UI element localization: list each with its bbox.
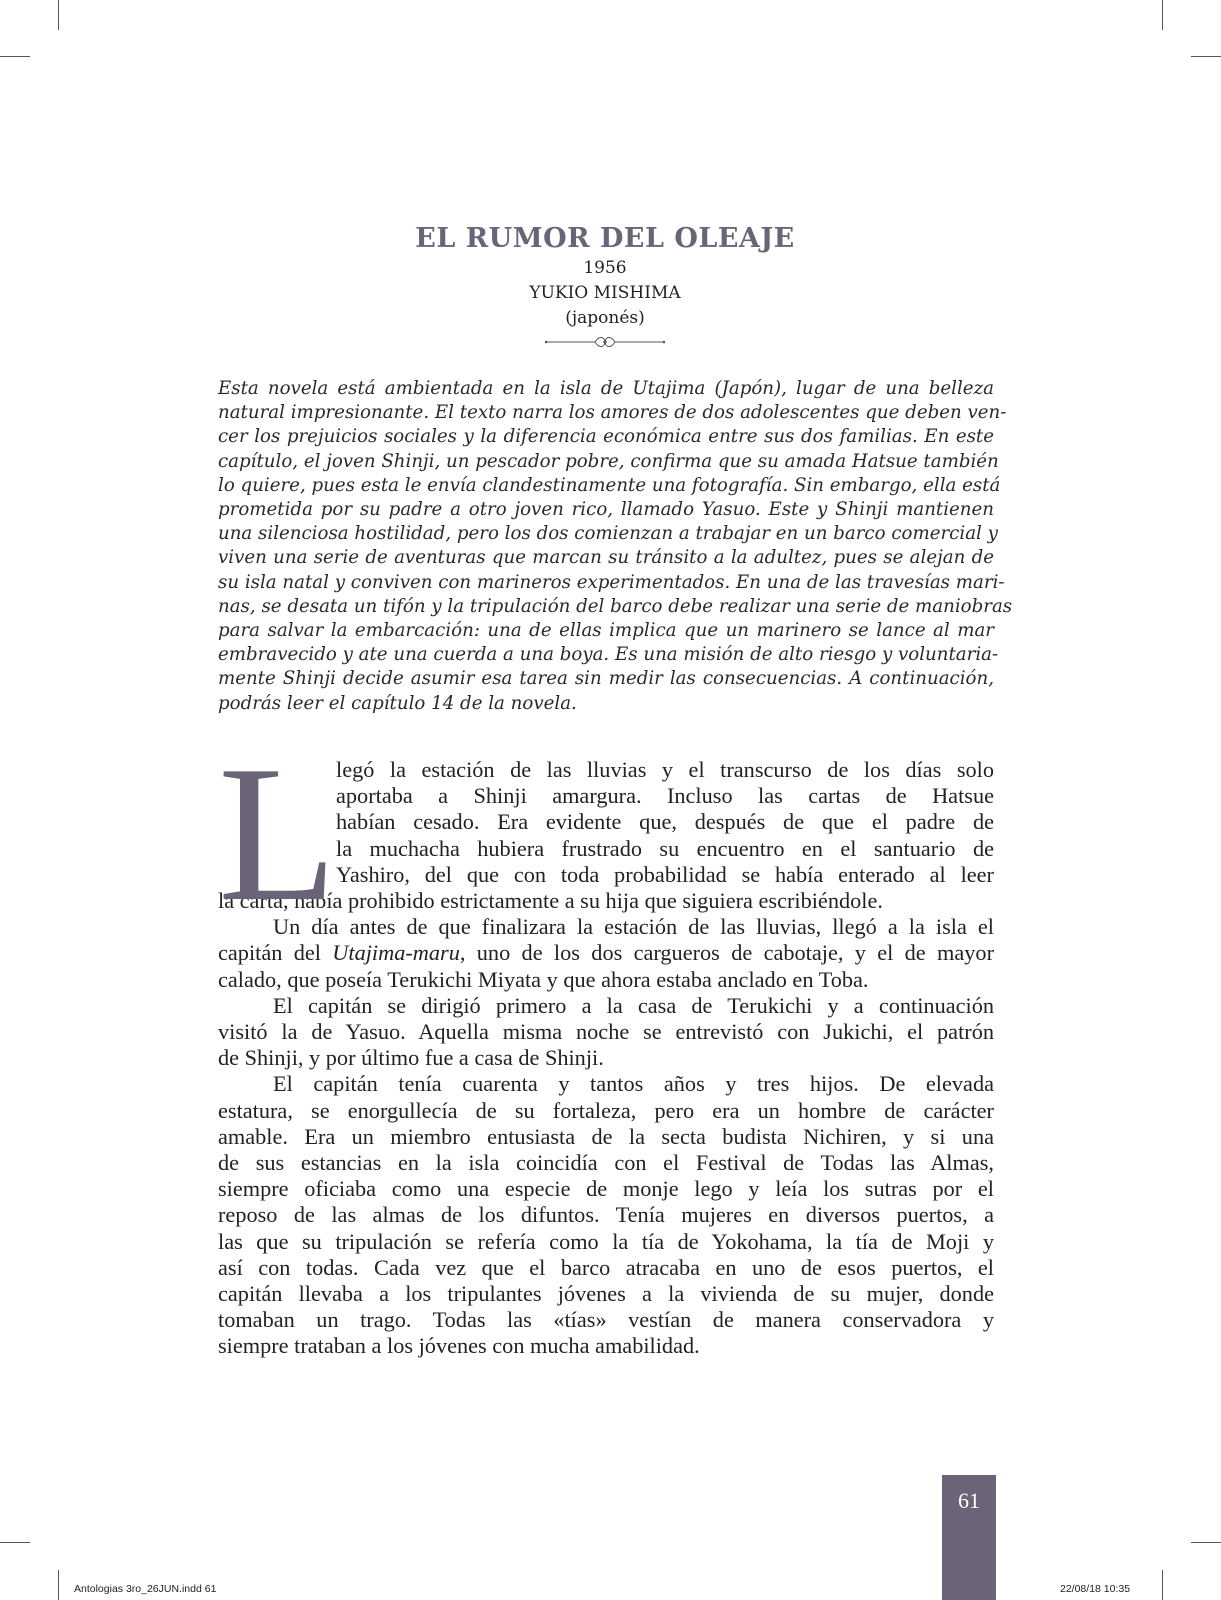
body-line: siempre oficiaba como una especie de monje lego y leía los sutras por el: [218, 1176, 994, 1202]
chapter-body: [218, 726, 994, 1360]
crop-mark: [58, 1570, 59, 1600]
intro-paragraph: [218, 377, 1013, 716]
original-language: (japonés): [565, 308, 645, 328]
intro-line: viven una serie de aventuras que marcan su tránsito a la adultez, pues se alejan de: [218, 547, 994, 569]
body-line: siempre trataban a los jóvenes con mucha amabilidad.: [218, 1333, 700, 1359]
crop-mark: [58, 0, 59, 30]
body-line: Un día antes de que finalizara la estación de las lluvias, llegó a la isla el: [273, 914, 994, 940]
slug-datetime: 22/08/18 10:35: [1060, 1583, 1131, 1595]
body-text: , uno de los dos cargueros de cabotaje, y el de mayor: [459, 940, 994, 966]
page-number: 61: [958, 1488, 980, 1513]
intro-line: nas, se desata un tifón y la tripulación del barco debe realizar una serie de maniobras: [218, 595, 1013, 617]
body-line: la carta, había prohibido estrictamente a su hija que siguiera escribiéndole.: [218, 888, 883, 914]
intro-line: capítulo, el joven Shinji, un pescador pobre, confirma que su amada Hatsue también: [218, 450, 999, 472]
header: [0, 222, 1210, 349]
intro-line: embravecido y ate una cuerda a una boya. Es una misión de alto riesgo y voluntaria-: [218, 644, 999, 666]
body-text: capitán del: [218, 940, 333, 966]
crop-mark: [0, 56, 30, 57]
body-line: calado, que poseía Terukichi Miyata y que ahora estaba anclado en Toba.: [218, 966, 869, 992]
body-line: tomaban un trago. Todas las «tías» vestían de manera conservadora y: [218, 1307, 994, 1333]
intro-line: natural impresionante. El texto narra los amores de dos adolescentes que deben ven-: [218, 402, 1007, 424]
body-line: la muchacha hubiera frustrado su encuentro en el santuario de: [336, 835, 994, 861]
intro-line: lo quiere, pues esta le envía clandestinamente una fotografía. Sin embargo, ella está: [218, 474, 1001, 496]
slug-filename: Antologias 3ro_26JUN.indd 61: [74, 1583, 217, 1595]
crop-mark: [1162, 0, 1163, 30]
body-line: las que su tripulación se refería como la tía de Yokohama, la tía de Moji y: [218, 1228, 994, 1254]
intro-line: su isla natal y conviven con marineros experimentados. En una de las travesías mari-: [218, 571, 1005, 593]
body-line: estatura, se enorgullecía de su fortaleza, pero era un hombre de carácter: [218, 1097, 994, 1123]
body-line: [218, 940, 994, 966]
body-line: de Shinji, y por último fue a casa de Shinji.: [218, 1045, 604, 1071]
body-line: reposo de las almas de los difuntos. Tenía mujeres en diversos puertos, a: [218, 1202, 994, 1228]
intro-line: para salvar la embarcación: una de ellas implica que un marinero se lance al mar: [218, 620, 994, 642]
intro-line: cer los prejuicios sociales y la diferencia económica entre sus dos familias. En este: [218, 426, 994, 448]
crop-mark: [0, 1542, 30, 1543]
author-name: YUKIO MISHIMA: [529, 283, 681, 303]
drop-cap: L: [218, 726, 338, 942]
body-line: habían cesado. Era evidente que, después de que el padre de: [336, 809, 994, 835]
body-line: El capitán se dirigió primero a la casa de Terukichi y a continuación: [273, 992, 994, 1018]
intro-line: prometida por su padre a otro joven rico, llamado Yasuo. Este y Shinji mantienen: [218, 499, 994, 521]
crop-mark: [1162, 1570, 1163, 1600]
body-line: aportaba a Shinji amargura. Incluso las cartas de Hatsue: [336, 783, 994, 809]
intro-line: Esta novela está ambientada en la isla de Utajima (Japón), lugar de una belleza: [218, 378, 994, 399]
body-line: visitó la de Yasuo. Aquella misma noche se entrevistó con Jukichi, el patrón: [218, 1019, 994, 1045]
publication-year: 1956: [583, 258, 627, 278]
intro-line: podrás leer el capítulo 14 de la novela.: [218, 692, 577, 714]
intro-line: una silenciosa hostilidad, pero los dos comienzan a trabajar en un barco comercial y: [218, 523, 998, 545]
ship-name: Utajima-maru: [332, 940, 460, 966]
crop-mark: [1191, 1542, 1221, 1543]
page-title: EL RUMOR DEL OLEAJE: [415, 223, 795, 254]
body-line: El capitán tenía cuarenta y tantos años y tres hijos. De elevada: [273, 1071, 994, 1097]
ornament-divider-icon: [545, 335, 665, 349]
body-line: legó la estación de las lluvias y el transcurso de los días solo: [336, 757, 994, 782]
body-line: de sus estancias en la isla coincidía con el Festival de Todas las Almas,: [218, 1150, 994, 1176]
crop-mark: [1191, 56, 1221, 57]
body-line: amable. Era un miembro entusiasta de la secta budista Nichiren, y si una: [218, 1123, 994, 1149]
body-line: Yashiro, del que con toda probabilidad se había enterado al leer: [336, 861, 994, 887]
body-line: capitán llevaba a los tripulantes jóvenes a la vivienda de su mujer, donde: [218, 1281, 994, 1307]
body-line: así con todas. Cada vez que el barco atracaba en uno de esos puertos, el: [218, 1254, 994, 1280]
intro-line: mente Shinji decide asumir esa tarea sin medir las consecuencias. A continuación,: [218, 668, 994, 690]
